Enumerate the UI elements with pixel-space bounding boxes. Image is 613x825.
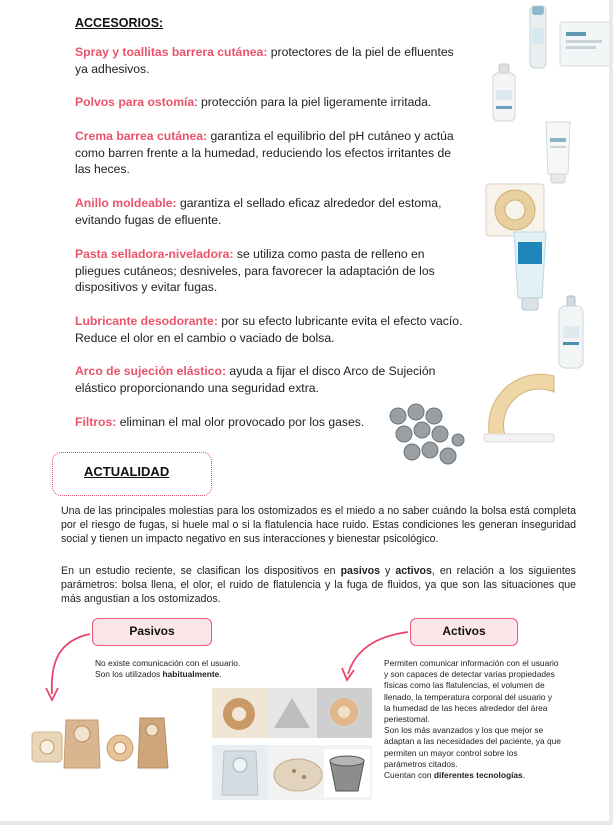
accessory-text: como barren frente a la humedad, reduciendo los efectos irritantes de (75, 145, 451, 160)
paragraph-line: completa por el riesgo de fugas, si huele mal o si la flatulencia hace ruido. Estas condiciones les (61, 505, 576, 531)
accessory-key: Anillo moldeable: (75, 196, 177, 210)
accessory-text: : protección para la piel ligeramente irritada. (194, 95, 432, 109)
accessory-text: evitando fugas de efluente. (75, 212, 222, 227)
accessory-text: pliegues cutáneos; desniveles, para favorecer la adaptación de los (75, 263, 435, 278)
pasivos-description (95, 658, 295, 680)
paragraph-text: En un estudio reciente, se clasifican los dispositivos en (61, 565, 341, 577)
activos-line: adaptan a las necesidades del paciente, ya que (384, 736, 561, 747)
pasivos-line: . (219, 669, 222, 680)
accessory-key: Spray y toallitas barrera cutánea: (75, 45, 268, 59)
accessory-key: Pasta selladora-niveladora: (75, 247, 234, 261)
paragraph-line: situaciones que más angustian a los ostomizados. (61, 578, 576, 605)
activos-line: la humedad de las heces alrededor del área (384, 702, 548, 713)
accessory-text: ayuda a fijar el disco Arco de Sujeción (226, 364, 436, 378)
pasivos-label-box: Pasivos (92, 618, 212, 646)
paragraph-line: psicológico. (383, 532, 439, 545)
accessory-text: por su efecto lubricante evita el efecto vacío. (217, 314, 463, 328)
accessory-key: Arco de sujeción elástico: (75, 364, 227, 378)
activos-line: periestomal. (384, 714, 430, 725)
accessory-text: ya adhesivos. (75, 61, 150, 76)
paragraph-line: siguientes parámetros: bolsa llena, el olor, el ruido de flatulencia y la fuga de fluidos, ya que son las (61, 565, 576, 591)
accessory-key: Lubricante desodorante: (75, 314, 218, 328)
pasivos-term: pasivos (340, 565, 381, 577)
activos-line: parámetros citados. (384, 758, 458, 769)
active-device-photo-top (212, 688, 372, 738)
paragraph-line: generan inseguridad social y tienen un impacto negativo en sus interacciones y bienestar (61, 518, 576, 545)
activos-line: Permiten comunicar información con el usuario (384, 658, 559, 668)
pasivos-line: No existe comunicación con el usuario. (95, 658, 241, 668)
activos-term: activos (395, 565, 432, 577)
activos-line: y son capaces de detectar varias propiedades (384, 669, 555, 680)
activos-line: permiten un mayor control sobre los (384, 747, 518, 758)
active-device-photo-bottom (212, 745, 372, 800)
activos-line: Cuentan con (384, 770, 434, 781)
paragraph-text: , en relación a los (431, 565, 524, 577)
activos-description (384, 658, 599, 781)
activos-label-box: Activos (410, 618, 518, 646)
accessory-key: Polvos para ostomía (75, 95, 195, 109)
accessory-text: protectores de la piel de efluentes (267, 45, 454, 59)
accessory-text: dispositivos y evitar fugas. (75, 280, 218, 294)
pasivos-line: Son los utilizados (95, 669, 163, 680)
accessory-text: Reduce el olor en el cambio o vaciado de bolsa. (75, 330, 335, 345)
activos-emphasis: diferentes tecnologías (433, 770, 523, 781)
arrow-to-pasivos (52, 634, 90, 694)
accessory-text: las heces. (75, 162, 130, 176)
activos-line: . (522, 770, 526, 781)
page-edge-right (609, 0, 613, 825)
actualidad-title: ACTUALIDAD (84, 464, 170, 479)
accessory-text: elástico proporcionando una seguridad extra. (75, 380, 319, 395)
paragraph-text: y (380, 565, 396, 577)
accessory-text: eliminan el mal olor provocado por los gases. (116, 415, 365, 429)
passive-ostomy-bags-image (28, 712, 176, 774)
paragraph-line: Una de las principales molestias para los ostomizados es el miedo a no saber cuándo la bolsa está (61, 505, 530, 517)
accessory-text: se utiliza como pasta de relleno en (233, 247, 425, 261)
activos-line: Son los más avanzados y los que mejor se (384, 725, 544, 736)
activos-line: llenado, la temperatura corporal del usuario y (384, 691, 553, 702)
page-edge-bottom (0, 821, 613, 825)
accessory-text: garantiza el sellado eficaz alrededor del estoma, (176, 196, 442, 210)
accessory-text: garantiza el equilibrio del pH cutáneo y actúa (207, 129, 454, 143)
accessory-key: Filtros: (75, 415, 117, 429)
activos-line: físicas como las flatulencias, el volumen de (384, 680, 545, 691)
pasivos-emphasis: habitualmente (162, 669, 220, 680)
accessory-key: Crema barrea cutánea: (75, 129, 208, 143)
accessories-heading: ACCESORIOS: (75, 16, 164, 30)
